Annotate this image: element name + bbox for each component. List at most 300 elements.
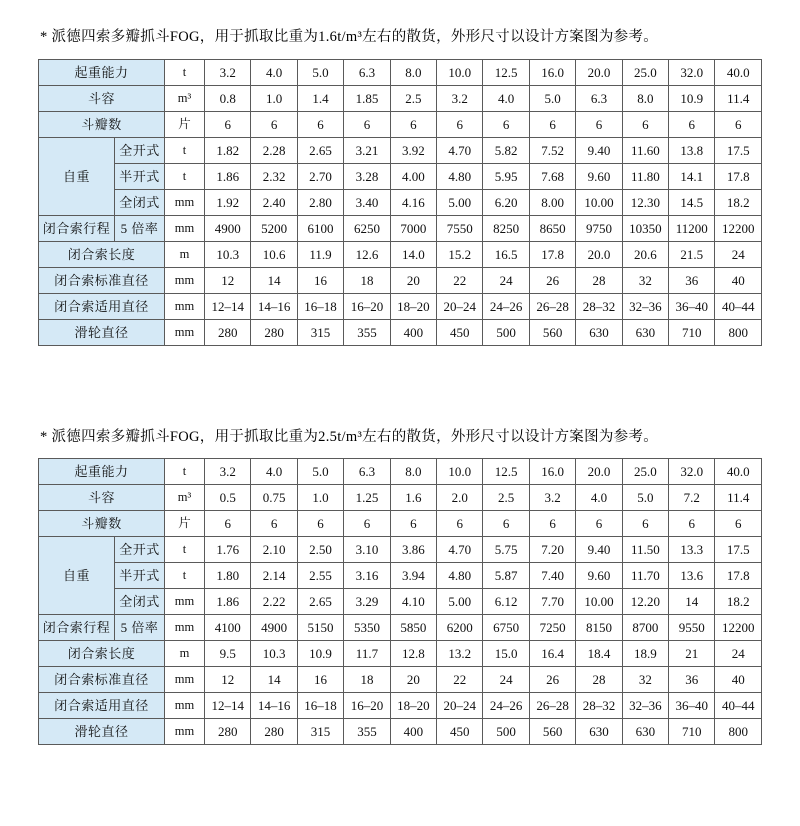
row-label: 闭合索长度: [39, 242, 165, 268]
value-cell: 32: [622, 268, 668, 294]
value-cell: 22: [437, 268, 483, 294]
unit-cell: m: [165, 242, 205, 268]
value-cell: 10.00: [576, 589, 622, 615]
value-cell: 10.9: [669, 86, 715, 112]
value-cell: 10.0: [437, 60, 483, 86]
value-cell: 6: [715, 112, 762, 138]
value-cell: 6: [669, 511, 715, 537]
value-cell: 10.6: [251, 242, 297, 268]
row-label: 闭合索适用直径: [39, 693, 165, 719]
table-row: [39, 216, 762, 242]
value-cell: 2.65: [297, 138, 343, 164]
value-cell: 14.0: [390, 242, 436, 268]
value-cell: 13.3: [669, 537, 715, 563]
row-label: 斗瓣数: [39, 511, 165, 537]
value-cell: 6: [344, 112, 390, 138]
value-cell: 20.0: [576, 60, 622, 86]
value-cell: 17.8: [529, 242, 575, 268]
value-cell: 26–28: [529, 294, 575, 320]
value-cell: 2.14: [251, 563, 297, 589]
row-label: 闭合索适用直径: [39, 294, 165, 320]
value-cell: 2.80: [297, 190, 343, 216]
value-cell: 6250: [344, 216, 390, 242]
value-cell: 4100: [205, 615, 251, 641]
table-row: [39, 719, 762, 745]
value-cell: 1.0: [251, 86, 297, 112]
value-cell: 3.94: [390, 563, 436, 589]
value-cell: 6: [576, 511, 622, 537]
value-cell: 12–14: [205, 294, 251, 320]
value-cell: 22: [437, 667, 483, 693]
value-cell: 12200: [715, 216, 762, 242]
value-cell: 32.0: [669, 459, 715, 485]
value-cell: 4900: [251, 615, 297, 641]
value-cell: 12200: [715, 615, 762, 641]
value-cell: 11.4: [715, 86, 762, 112]
value-cell: 6: [437, 511, 483, 537]
row-sublabel: 全开式: [115, 537, 165, 563]
value-cell: 40.0: [715, 459, 762, 485]
value-cell: 2.50: [297, 537, 343, 563]
table-row: [39, 563, 762, 589]
value-cell: 5.00: [437, 190, 483, 216]
value-cell: 6: [390, 112, 436, 138]
value-cell: 18.4: [576, 641, 622, 667]
value-cell: 11.70: [622, 563, 668, 589]
value-cell: 500: [483, 719, 529, 745]
value-cell: 3.40: [344, 190, 390, 216]
table-row: [39, 60, 762, 86]
value-cell: 16.4: [529, 641, 575, 667]
table-row: [39, 615, 762, 641]
unit-cell: mm: [165, 268, 205, 294]
value-cell: 450: [437, 320, 483, 346]
unit-cell: 片: [165, 511, 205, 537]
value-cell: 32–36: [622, 294, 668, 320]
value-cell: 11.7: [344, 641, 390, 667]
row-label: 闭合索标准直径: [39, 268, 165, 294]
value-cell: 32: [622, 667, 668, 693]
value-cell: 7000: [390, 216, 436, 242]
value-cell: 400: [390, 320, 436, 346]
value-cell: 24: [483, 667, 529, 693]
value-cell: 7.2: [669, 485, 715, 511]
value-cell: 8.0: [390, 459, 436, 485]
value-cell: 8700: [622, 615, 668, 641]
value-cell: 2.28: [251, 138, 297, 164]
value-cell: 26–28: [529, 693, 575, 719]
value-cell: 7.70: [529, 589, 575, 615]
value-cell: 3.16: [344, 563, 390, 589]
value-cell: 1.6: [390, 485, 436, 511]
table-row: [39, 294, 762, 320]
value-cell: 17.8: [715, 164, 762, 190]
value-cell: 0.75: [251, 485, 297, 511]
value-cell: 6: [483, 511, 529, 537]
value-cell: 4.70: [437, 537, 483, 563]
value-cell: 1.85: [344, 86, 390, 112]
value-cell: 1.76: [205, 537, 251, 563]
value-cell: 1.0: [297, 485, 343, 511]
value-cell: 14–16: [251, 294, 297, 320]
row-sublabel: 全开式: [115, 138, 165, 164]
value-cell: 9.40: [576, 537, 622, 563]
value-cell: 0.8: [205, 86, 251, 112]
value-cell: 8250: [483, 216, 529, 242]
value-cell: 13.2: [437, 641, 483, 667]
value-cell: 28: [576, 268, 622, 294]
value-cell: 12.30: [622, 190, 668, 216]
value-cell: 6: [297, 511, 343, 537]
value-cell: 4.0: [576, 485, 622, 511]
value-cell: 280: [251, 719, 297, 745]
unit-cell: t: [165, 164, 205, 190]
value-cell: 12.6: [344, 242, 390, 268]
value-cell: 11.4: [715, 485, 762, 511]
value-cell: 2.40: [251, 190, 297, 216]
value-cell: 6: [576, 112, 622, 138]
value-cell: 20–24: [437, 693, 483, 719]
value-cell: 450: [437, 719, 483, 745]
value-cell: 6100: [297, 216, 343, 242]
value-cell: 11.60: [622, 138, 668, 164]
value-cell: 12–14: [205, 693, 251, 719]
row-label: 滑轮直径: [39, 719, 165, 745]
value-cell: 16.0: [529, 60, 575, 86]
value-cell: 6: [529, 112, 575, 138]
row-label: 自重: [39, 537, 115, 615]
value-cell: 9.60: [576, 563, 622, 589]
value-cell: 11.80: [622, 164, 668, 190]
table-row: [39, 242, 762, 268]
value-cell: 26: [529, 667, 575, 693]
value-cell: 40.0: [715, 60, 762, 86]
value-cell: 10.0: [437, 459, 483, 485]
table-row: [39, 693, 762, 719]
row-sublabel: 全闭式: [115, 589, 165, 615]
value-cell: 9.5: [205, 641, 251, 667]
value-cell: 6: [344, 511, 390, 537]
table-row: [39, 138, 762, 164]
value-cell: 560: [529, 719, 575, 745]
value-cell: 16–18: [297, 294, 343, 320]
value-cell: 6: [669, 112, 715, 138]
row-sublabel: 5 倍率: [115, 216, 165, 242]
value-cell: 36–40: [669, 693, 715, 719]
unit-cell: mm: [165, 719, 205, 745]
value-cell: 6: [622, 511, 668, 537]
unit-cell: mm: [165, 190, 205, 216]
value-cell: 6: [251, 511, 297, 537]
value-cell: 2.5: [483, 485, 529, 511]
value-cell: 32–36: [622, 693, 668, 719]
value-cell: 7.68: [529, 164, 575, 190]
value-cell: 5.0: [297, 60, 343, 86]
value-cell: 9.60: [576, 164, 622, 190]
value-cell: 5.87: [483, 563, 529, 589]
table-row: [39, 112, 762, 138]
value-cell: 630: [576, 320, 622, 346]
spec-table-1: [38, 59, 762, 346]
value-cell: 4900: [205, 216, 251, 242]
row-label: 闭合索标准直径: [39, 667, 165, 693]
value-cell: 13.6: [669, 563, 715, 589]
value-cell: 10.3: [205, 242, 251, 268]
value-cell: 4.0: [251, 459, 297, 485]
row-label: 闭合索行程: [39, 615, 115, 641]
value-cell: 36: [669, 667, 715, 693]
value-cell: 1.25: [344, 485, 390, 511]
value-cell: 5.82: [483, 138, 529, 164]
value-cell: 2.32: [251, 164, 297, 190]
table-row: [39, 190, 762, 216]
value-cell: 18.2: [715, 589, 762, 615]
row-label: 斗瓣数: [39, 112, 165, 138]
value-cell: 6: [205, 511, 251, 537]
value-cell: 17.8: [715, 563, 762, 589]
value-cell: 7550: [437, 216, 483, 242]
value-cell: 16–18: [297, 693, 343, 719]
value-cell: 315: [297, 320, 343, 346]
value-cell: 20.0: [576, 242, 622, 268]
value-cell: 6: [483, 112, 529, 138]
value-cell: 12.5: [483, 60, 529, 86]
value-cell: 17.5: [715, 537, 762, 563]
value-cell: 6: [205, 112, 251, 138]
value-cell: 12.8: [390, 641, 436, 667]
value-cell: 13.8: [669, 138, 715, 164]
value-cell: 5200: [251, 216, 297, 242]
value-cell: 6.3: [344, 60, 390, 86]
value-cell: 1.86: [205, 589, 251, 615]
value-cell: 14–16: [251, 693, 297, 719]
value-cell: 25.0: [622, 60, 668, 86]
row-label: 斗容: [39, 86, 165, 112]
value-cell: 28–32: [576, 693, 622, 719]
value-cell: 1.86: [205, 164, 251, 190]
value-cell: 20.0: [576, 459, 622, 485]
unit-cell: t: [165, 459, 205, 485]
value-cell: 36–40: [669, 294, 715, 320]
unit-cell: mm: [165, 667, 205, 693]
value-cell: 5.0: [529, 86, 575, 112]
value-cell: 2.5: [390, 86, 436, 112]
unit-cell: m: [165, 641, 205, 667]
value-cell: 6: [297, 112, 343, 138]
row-label: 滑轮直径: [39, 320, 165, 346]
row-sublabel: 半开式: [115, 563, 165, 589]
row-label: 起重能力: [39, 60, 165, 86]
table-row: [39, 641, 762, 667]
value-cell: 2.22: [251, 589, 297, 615]
value-cell: 40: [715, 268, 762, 294]
value-cell: 4.70: [437, 138, 483, 164]
value-cell: 3.2: [205, 459, 251, 485]
value-cell: 6: [622, 112, 668, 138]
value-cell: 18.9: [622, 641, 668, 667]
value-cell: 5.75: [483, 537, 529, 563]
value-cell: 4.0: [483, 86, 529, 112]
unit-cell: m³: [165, 86, 205, 112]
value-cell: 6: [529, 511, 575, 537]
value-cell: 2.65: [297, 589, 343, 615]
value-cell: 710: [669, 719, 715, 745]
value-cell: 3.2: [529, 485, 575, 511]
unit-cell: mm: [165, 216, 205, 242]
value-cell: 10.3: [251, 641, 297, 667]
table-row: [39, 268, 762, 294]
value-cell: 12: [205, 268, 251, 294]
value-cell: 4.80: [437, 563, 483, 589]
value-cell: 18–20: [390, 294, 436, 320]
table-row: [39, 667, 762, 693]
value-cell: 7.52: [529, 138, 575, 164]
value-cell: 3.2: [437, 86, 483, 112]
value-cell: 15.2: [437, 242, 483, 268]
value-cell: 11.9: [297, 242, 343, 268]
value-cell: 8.0: [622, 86, 668, 112]
value-cell: 5150: [297, 615, 343, 641]
value-cell: 36: [669, 268, 715, 294]
value-cell: 16.0: [529, 459, 575, 485]
unit-cell: mm: [165, 589, 205, 615]
value-cell: 11.50: [622, 537, 668, 563]
value-cell: 11200: [669, 216, 715, 242]
value-cell: 560: [529, 320, 575, 346]
value-cell: 9750: [576, 216, 622, 242]
table-row: [39, 511, 762, 537]
value-cell: 12.20: [622, 589, 668, 615]
unit-cell: t: [165, 537, 205, 563]
row-label: 自重: [39, 138, 115, 216]
row-label: 斗容: [39, 485, 165, 511]
value-cell: 14.1: [669, 164, 715, 190]
value-cell: 2.10: [251, 537, 297, 563]
unit-cell: m³: [165, 485, 205, 511]
value-cell: 280: [205, 719, 251, 745]
value-cell: 1.80: [205, 563, 251, 589]
value-cell: 4.80: [437, 164, 483, 190]
value-cell: 400: [390, 719, 436, 745]
spec-table-2: [38, 458, 762, 745]
value-cell: 5350: [344, 615, 390, 641]
value-cell: 25.0: [622, 459, 668, 485]
value-cell: 6: [437, 112, 483, 138]
value-cell: 12.5: [483, 459, 529, 485]
value-cell: 20.6: [622, 242, 668, 268]
value-cell: 14.5: [669, 190, 715, 216]
table-1-caption: * 派德四索多瓣抓斗FOG，用于抓取比重为1.6t/m³左右的散货，外形尺寸以设计方案图为参考。: [40, 29, 659, 45]
unit-cell: 片: [165, 112, 205, 138]
value-cell: 16.5: [483, 242, 529, 268]
value-cell: 10350: [622, 216, 668, 242]
spec-table-2-body: [39, 459, 762, 745]
value-cell: 3.86: [390, 537, 436, 563]
row-label: 闭合索长度: [39, 641, 165, 667]
table-row: [39, 485, 762, 511]
value-cell: 4.10: [390, 589, 436, 615]
value-cell: 6: [390, 511, 436, 537]
value-cell: 28–32: [576, 294, 622, 320]
value-cell: 1.92: [205, 190, 251, 216]
value-cell: 18.2: [715, 190, 762, 216]
value-cell: 6: [251, 112, 297, 138]
unit-cell: t: [165, 138, 205, 164]
value-cell: 40: [715, 667, 762, 693]
value-cell: 5850: [390, 615, 436, 641]
value-cell: 18–20: [390, 693, 436, 719]
value-cell: 630: [576, 719, 622, 745]
value-cell: 6750: [483, 615, 529, 641]
unit-cell: mm: [165, 320, 205, 346]
table-row: [39, 164, 762, 190]
value-cell: 280: [205, 320, 251, 346]
value-cell: 24–26: [483, 294, 529, 320]
row-label: 闭合索行程: [39, 216, 115, 242]
value-cell: 21.5: [669, 242, 715, 268]
value-cell: 500: [483, 320, 529, 346]
value-cell: 6.20: [483, 190, 529, 216]
table-2-caption: * 派德四索多瓣抓斗FOG，用于抓取比重为2.5t/m³左右的散货，外形尺寸以设计方案图为参考。: [40, 429, 659, 445]
value-cell: 14: [251, 667, 297, 693]
value-cell: 4.00: [390, 164, 436, 190]
value-cell: 9550: [669, 615, 715, 641]
value-cell: 355: [344, 719, 390, 745]
value-cell: 8.00: [529, 190, 575, 216]
value-cell: 18: [344, 268, 390, 294]
value-cell: 18: [344, 667, 390, 693]
value-cell: 7.40: [529, 563, 575, 589]
value-cell: 800: [715, 719, 762, 745]
value-cell: 24: [715, 641, 762, 667]
unit-cell: t: [165, 60, 205, 86]
value-cell: 32.0: [669, 60, 715, 86]
value-cell: 6: [715, 511, 762, 537]
value-cell: 17.5: [715, 138, 762, 164]
value-cell: 40–44: [715, 294, 762, 320]
value-cell: 26: [529, 268, 575, 294]
table-row: [39, 459, 762, 485]
value-cell: 2.55: [297, 563, 343, 589]
value-cell: 9.40: [576, 138, 622, 164]
value-cell: 630: [622, 320, 668, 346]
value-cell: 7.20: [529, 537, 575, 563]
value-cell: 7250: [529, 615, 575, 641]
value-cell: 1.82: [205, 138, 251, 164]
value-cell: 3.28: [344, 164, 390, 190]
value-cell: 5.95: [483, 164, 529, 190]
row-sublabel: 5 倍率: [115, 615, 165, 641]
value-cell: 15.0: [483, 641, 529, 667]
value-cell: 16–20: [344, 294, 390, 320]
value-cell: 3.2: [205, 60, 251, 86]
value-cell: 3.29: [344, 589, 390, 615]
spec-table-1-body: [39, 60, 762, 346]
value-cell: 3.10: [344, 537, 390, 563]
value-cell: 3.92: [390, 138, 436, 164]
value-cell: 24: [715, 242, 762, 268]
value-cell: 315: [297, 719, 343, 745]
value-cell: 14: [251, 268, 297, 294]
value-cell: 800: [715, 320, 762, 346]
value-cell: 10.00: [576, 190, 622, 216]
value-cell: 21: [669, 641, 715, 667]
value-cell: 12: [205, 667, 251, 693]
value-cell: 710: [669, 320, 715, 346]
row-sublabel: 全闭式: [115, 190, 165, 216]
value-cell: 6.3: [576, 86, 622, 112]
value-cell: 24: [483, 268, 529, 294]
